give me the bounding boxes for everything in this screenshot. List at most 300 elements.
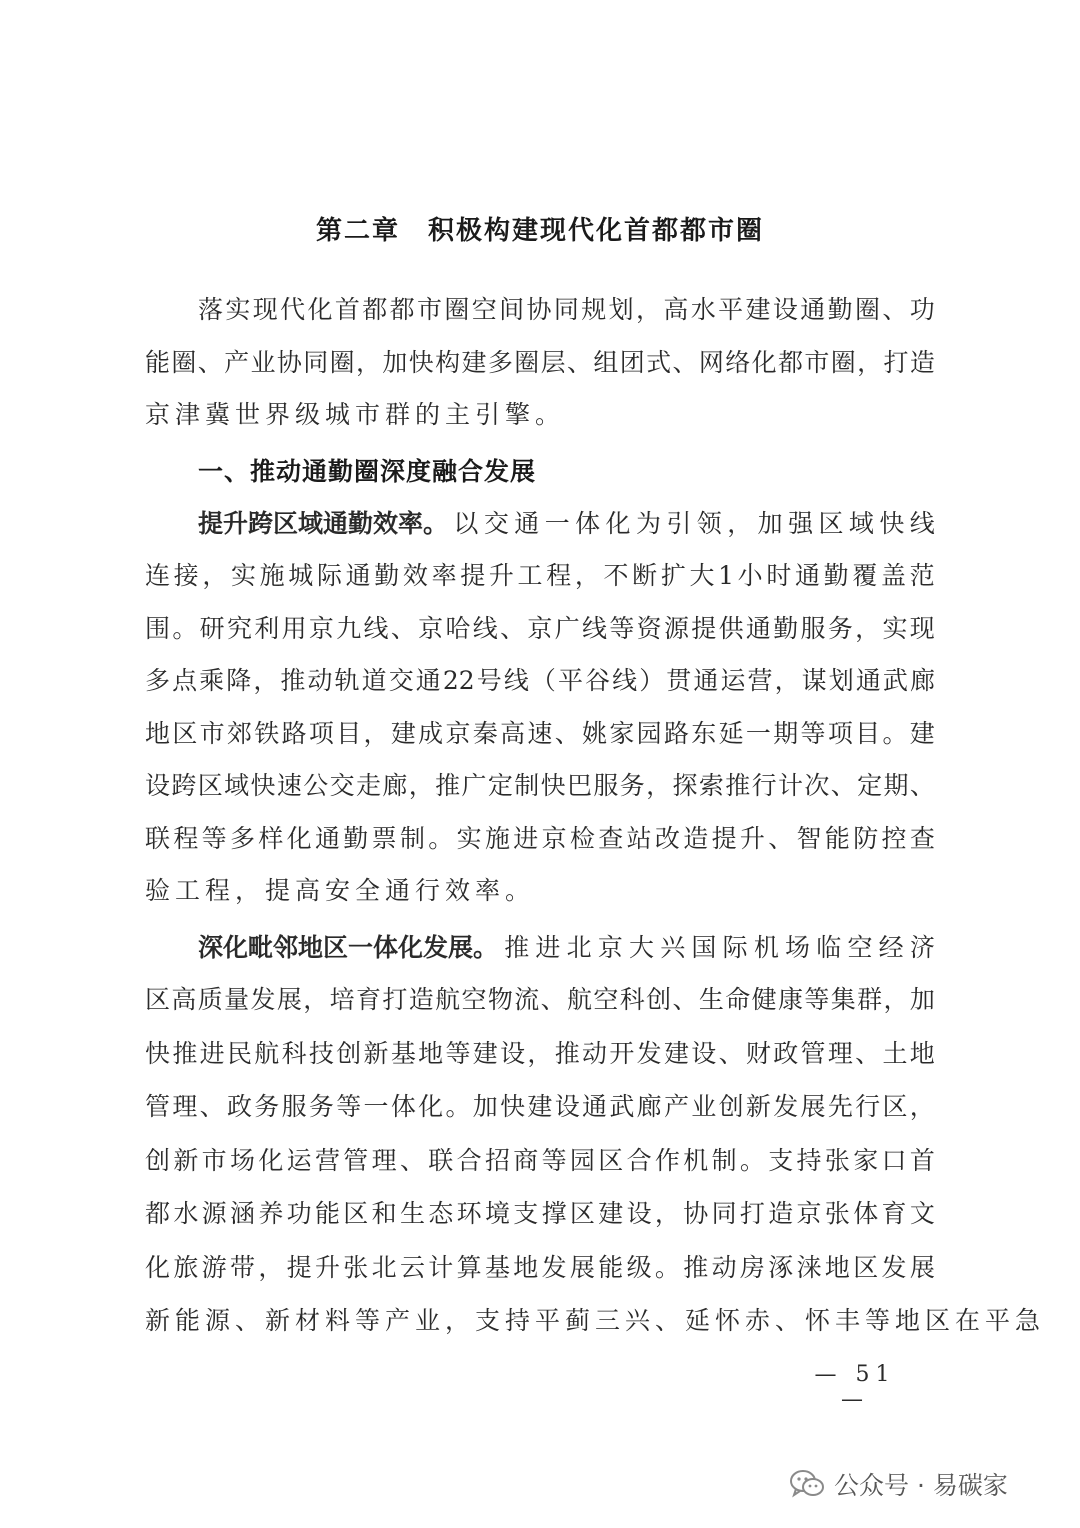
text-glyph: 制: [514, 771, 540, 800]
text-glyph: 等: [800, 718, 826, 748]
text-glyph: 东: [691, 718, 717, 748]
text-glyph: 市: [417, 295, 443, 324]
text-glyph: 区: [569, 1199, 595, 1228]
text-glyph: 率: [431, 561, 457, 590]
text-glyph: 基: [484, 1252, 510, 1282]
text-glyph: 命: [725, 985, 751, 1014]
text-glyph: 水: [173, 1199, 199, 1228]
text-glyph: 提: [711, 823, 737, 853]
text-glyph: 制: [711, 1145, 737, 1175]
text-glyph: 体: [390, 1092, 416, 1121]
text-glyph: 同: [303, 347, 329, 377]
text-glyph: 都: [778, 347, 804, 377]
text-glyph: 建: [663, 1038, 689, 1068]
text-glyph: 打: [382, 985, 408, 1014]
text-glyph: 理: [827, 1038, 853, 1068]
text-glyph: 环: [456, 1199, 482, 1228]
text-glyph: 带: [229, 1252, 255, 1282]
text-glyph: 涿: [768, 1252, 794, 1282]
text-glyph: 快: [500, 1092, 526, 1121]
text-glyph: 济: [909, 933, 935, 962]
text-glyph: ，: [253, 666, 279, 695]
text-glyph: 城: [288, 561, 314, 590]
text-glyph: 区: [598, 1145, 624, 1175]
text-glyph: 化: [145, 1252, 171, 1282]
text-glyph: 空: [847, 933, 873, 962]
text-glyph: 创: [145, 1145, 171, 1175]
text-glyph: 平: [557, 666, 583, 695]
text-glyph: 行: [751, 771, 777, 800]
text-glyph: 发: [541, 1252, 567, 1282]
text-glyph: 通: [800, 295, 826, 324]
text-glyph: 产: [663, 1092, 689, 1121]
text-glyph: 高: [663, 295, 689, 324]
text-glyph: 展: [569, 1252, 595, 1282]
text-glyph: 规: [581, 295, 607, 324]
text-glyph: 能: [314, 1199, 340, 1228]
text-glyph: 地: [824, 1252, 850, 1282]
text-glyph: 质: [197, 985, 223, 1014]
text-glyph: 、: [855, 1038, 881, 1068]
paragraph-line: [145, 1087, 935, 1127]
text-glyph: ，: [654, 1199, 680, 1228]
text-glyph: 涞: [796, 1252, 822, 1282]
paragraph-line: [145, 766, 935, 806]
text-glyph: 勤: [773, 613, 799, 643]
text-glyph: 游: [201, 1252, 227, 1282]
text-glyph: 程: [173, 823, 199, 853]
text-glyph: 造: [683, 823, 709, 853]
text-glyph: 式: [646, 347, 672, 377]
text-glyph: 设: [500, 1038, 526, 1068]
text-glyph: 务: [308, 1092, 334, 1121]
text-glyph: 健: [751, 985, 777, 1014]
text-glyph: 间: [499, 295, 525, 324]
text-glyph: 站: [626, 823, 652, 853]
text-glyph: 覆: [852, 561, 878, 590]
text-glyph: 育: [881, 1199, 907, 1228]
text-glyph: 化: [418, 1092, 444, 1121]
text-glyph: 22: [442, 666, 475, 695]
text-glyph: 研: [199, 613, 225, 643]
text-glyph: 划: [608, 295, 634, 324]
text-glyph: 展: [276, 985, 302, 1014]
text-glyph: 推: [554, 1038, 580, 1068]
text-glyph: 理: [371, 1145, 397, 1175]
text-glyph: ，: [202, 561, 228, 590]
text-glyph: 推: [725, 771, 751, 800]
text-glyph: 。: [739, 1145, 765, 1175]
text-glyph: 走: [356, 771, 382, 800]
text-glyph: 速: [276, 771, 302, 800]
text-glyph: 康: [778, 985, 804, 1014]
text-glyph: 、: [882, 295, 908, 324]
paragraph-line: [145, 980, 935, 1020]
text-glyph: 联: [428, 1145, 454, 1175]
text-glyph: 都: [389, 295, 415, 324]
text-glyph: 源: [663, 613, 689, 643]
paragraph-line: 京津冀世界级城市群的主引擎。: [145, 400, 566, 429]
text-glyph: 升: [314, 1252, 340, 1282]
text-glyph: 造: [909, 347, 935, 377]
text-glyph: 。: [654, 1252, 680, 1282]
paragraph-lead: 深化毗邻地区一体化发展。: [198, 933, 499, 962]
text-glyph: ，: [774, 666, 800, 695]
text-glyph: 机: [753, 933, 779, 962]
text-glyph: 区: [172, 718, 198, 748]
text-glyph: 升: [488, 561, 514, 590]
text-glyph: 高: [500, 718, 526, 748]
text-glyph: 际: [722, 933, 748, 962]
text-glyph: 通: [855, 666, 881, 695]
text-glyph: 临: [816, 933, 842, 962]
text-glyph: 建: [390, 718, 416, 748]
text-glyph: 多: [487, 347, 513, 377]
text-glyph: 推: [435, 771, 461, 800]
text-glyph: 持: [796, 1145, 822, 1175]
text-glyph: 路: [663, 718, 689, 748]
text-glyph: 体: [575, 509, 601, 538]
text-glyph: 区: [343, 1199, 369, 1228]
text-glyph: 动: [307, 666, 333, 695]
text-glyph: 涵: [229, 1199, 255, 1228]
text-glyph: 扩: [660, 561, 686, 590]
text-glyph: ，: [356, 347, 382, 377]
text-glyph: 科: [281, 1038, 307, 1068]
text-glyph: 水: [690, 295, 716, 324]
text-glyph: 点: [172, 666, 198, 695]
text-glyph: 设: [145, 771, 171, 800]
text-glyph: 延: [718, 718, 744, 748]
text-glyph: 多: [145, 666, 171, 695]
text-glyph: 大: [689, 561, 715, 590]
text-glyph: 构: [435, 347, 461, 377]
text-glyph: 市: [201, 1145, 227, 1175]
text-glyph: 项: [827, 718, 853, 748]
text-glyph: ，: [363, 718, 389, 748]
text-glyph: 科: [619, 985, 645, 1014]
paragraph-line: [145, 1194, 935, 1234]
paragraph-line: [145, 1034, 935, 1074]
text-glyph: 撑: [541, 1199, 567, 1228]
text-glyph: 建: [745, 295, 771, 324]
text-glyph: 时: [766, 561, 792, 590]
text-glyph: 务: [827, 613, 853, 643]
text-glyph: 降: [226, 666, 252, 695]
text-glyph: 期: [883, 771, 909, 800]
text-glyph: 园: [569, 1145, 595, 1175]
text-glyph: 创: [718, 1092, 744, 1121]
text-glyph: 现: [909, 613, 935, 643]
text-glyph: 开: [609, 1038, 635, 1068]
text-glyph: 商: [513, 1145, 539, 1175]
text-glyph: 市: [804, 347, 830, 377]
text-glyph: 源: [201, 1199, 227, 1228]
text-glyph: 营: [314, 1145, 340, 1175]
text-glyph: 加: [382, 347, 408, 377]
text-glyph: 体: [853, 1199, 879, 1228]
text-glyph: 打: [739, 1199, 765, 1228]
text-glyph: 服: [800, 613, 826, 643]
text-glyph: ，: [258, 1252, 284, 1282]
text-glyph: 谷: [585, 666, 611, 695]
text-glyph: 。: [172, 613, 198, 643]
text-glyph: 推: [280, 666, 306, 695]
text-glyph: 廊: [909, 666, 935, 695]
text-glyph: 次: [804, 771, 830, 800]
text-glyph: 道: [361, 666, 387, 695]
text-glyph: 口: [881, 1145, 907, 1175]
text-glyph: 作: [654, 1145, 680, 1175]
text-glyph: 都: [145, 1199, 171, 1228]
text-glyph: ，: [636, 295, 662, 324]
text-glyph: 场: [785, 933, 811, 962]
text-glyph: 号: [476, 666, 502, 695]
text-glyph: 落: [198, 295, 224, 324]
text-glyph: 国: [691, 933, 717, 962]
text-glyph: 通: [693, 666, 719, 695]
text-glyph: 建: [598, 1199, 624, 1228]
text-glyph: 区: [197, 771, 223, 800]
text-glyph: 能: [145, 347, 171, 377]
text-glyph: 引: [666, 509, 692, 538]
text-glyph: 目: [336, 718, 362, 748]
text-glyph: 算: [456, 1252, 482, 1282]
text-glyph: 业: [250, 347, 276, 377]
text-glyph: 管: [800, 1038, 826, 1068]
text-glyph: 计: [428, 1252, 454, 1282]
text-glyph: 线: [909, 509, 935, 538]
text-glyph: 查: [598, 823, 624, 853]
text-glyph: 生: [399, 1199, 425, 1228]
text-glyph: 勤: [374, 561, 400, 590]
text-glyph: 多: [229, 823, 255, 853]
text-glyph: 铁: [254, 718, 280, 748]
text-glyph: 一: [544, 509, 570, 538]
text-glyph: 利: [254, 613, 280, 643]
text-glyph: 地: [909, 1038, 935, 1068]
text-glyph: 政: [226, 1092, 252, 1121]
text-glyph: 勤: [827, 295, 853, 324]
text-glyph: 加: [472, 1092, 498, 1121]
text-glyph: 服: [281, 1092, 307, 1121]
text-glyph: 协: [526, 295, 552, 324]
text-glyph: 设: [691, 1038, 717, 1068]
text-glyph: 同: [711, 1199, 737, 1228]
text-glyph: 业: [691, 1092, 717, 1121]
text-glyph: 划: [828, 666, 854, 695]
text-glyph: 资: [636, 613, 662, 643]
text-glyph: 络: [725, 347, 751, 377]
text-glyph: 推: [504, 933, 530, 962]
text-glyph: 姚: [582, 718, 608, 748]
page-number: — 51 —: [814, 1362, 896, 1412]
text-glyph: 同: [553, 295, 579, 324]
text-glyph: 路: [281, 718, 307, 748]
text-glyph: 际: [316, 561, 342, 590]
text-glyph: 设: [626, 1199, 652, 1228]
text-glyph: 理: [172, 1092, 198, 1121]
text-glyph: 地: [513, 1252, 539, 1282]
text-glyph: 等: [445, 1038, 471, 1068]
text-glyph: 旅: [173, 1252, 199, 1282]
paragraph-line: [145, 609, 935, 649]
text-glyph: 圈: [855, 295, 881, 324]
text-glyph: 展: [909, 1252, 935, 1282]
text-glyph: 领: [696, 509, 722, 538]
text-glyph: 施: [484, 823, 510, 853]
text-glyph: 京: [597, 933, 623, 962]
text-glyph: 样: [258, 823, 284, 853]
text-glyph: 圈: [514, 347, 540, 377]
text-glyph: 群: [857, 985, 883, 1014]
text-glyph: 通: [345, 561, 371, 590]
text-glyph: 域: [224, 771, 250, 800]
paragraph-lead: 提升跨区域通勤效率。: [198, 509, 449, 538]
text-glyph: ，: [727, 509, 753, 538]
text-glyph: 郊: [226, 718, 252, 748]
text-glyph: 建: [472, 1038, 498, 1068]
text-glyph: 范: [909, 561, 935, 590]
text-glyph: 集: [830, 985, 856, 1014]
text-glyph: 制: [399, 823, 425, 853]
text-glyph: 造: [768, 1199, 794, 1228]
text-glyph: 空: [593, 985, 619, 1014]
text-glyph: 技: [308, 1038, 334, 1068]
text-glyph: 区: [145, 985, 171, 1014]
paragraph-line: [198, 928, 935, 968]
text-glyph: 合: [456, 1145, 482, 1175]
text-glyph: 发: [636, 1038, 662, 1068]
text-glyph: 管: [343, 1145, 369, 1175]
paragraph-line: [145, 819, 935, 859]
text-glyph: 建: [909, 718, 935, 748]
text-glyph: 武: [882, 666, 908, 695]
text-glyph: 推: [172, 1038, 198, 1068]
text-glyph: ，: [408, 771, 434, 800]
text-glyph: 查: [909, 823, 935, 853]
text-glyph: 连: [145, 561, 171, 590]
paragraph-line: [145, 661, 935, 701]
text-glyph: 创: [336, 1038, 362, 1068]
text-glyph: 、: [768, 823, 794, 853]
text-glyph: 张: [824, 1145, 850, 1175]
text-glyph: 用: [281, 613, 307, 643]
text-glyph: 北: [566, 933, 592, 962]
text-glyph: 轨: [334, 666, 360, 695]
text-glyph: 地: [418, 1038, 444, 1068]
text-glyph: 营: [747, 666, 773, 695]
text-glyph: 支: [513, 1199, 539, 1228]
text-glyph: ，: [303, 985, 329, 1014]
text-glyph: 交: [329, 771, 355, 800]
text-glyph: 广: [554, 613, 580, 643]
text-glyph: 谋: [801, 666, 827, 695]
text-glyph: 平: [718, 295, 744, 324]
text-glyph: 建: [527, 1092, 553, 1121]
text-glyph: 政: [773, 1038, 799, 1068]
text-glyph: 究: [226, 613, 252, 643]
text-glyph: 层: [540, 347, 566, 377]
text-glyph: 乘: [199, 666, 225, 695]
text-glyph: 圈: [830, 347, 856, 377]
paragraph-line: [145, 714, 935, 754]
text-glyph: 实: [882, 613, 908, 643]
text-glyph: 京: [527, 613, 553, 643]
paragraph-line: [145, 556, 935, 596]
text-glyph: 京: [541, 823, 567, 853]
text-glyph: 廊: [382, 771, 408, 800]
text-glyph: 化: [286, 823, 312, 853]
text-glyph: 设: [554, 1092, 580, 1121]
text-glyph: 廊: [636, 1092, 662, 1121]
text-glyph: 圈: [444, 295, 470, 324]
text-glyph: 化: [258, 1145, 284, 1175]
text-glyph: 贯: [666, 666, 692, 695]
text-glyph: 。: [428, 823, 454, 853]
text-glyph: 索: [698, 771, 724, 800]
text-glyph: 改: [654, 823, 680, 853]
text-glyph: 首: [334, 295, 360, 324]
text-glyph: 航: [254, 1038, 280, 1068]
text-glyph: 新: [745, 1092, 771, 1121]
text-glyph: 先: [827, 1092, 853, 1121]
text-glyph: 推: [683, 1252, 709, 1282]
text-glyph: 域: [848, 509, 874, 538]
text-glyph: 代: [280, 295, 306, 324]
text-glyph: 一: [363, 1092, 389, 1121]
text-glyph: 通: [582, 1092, 608, 1121]
text-glyph: 区: [853, 1252, 879, 1282]
text-glyph: 量: [224, 985, 250, 1014]
text-glyph: 联: [145, 823, 171, 853]
paragraph-line: 验工程，提高安全通行效率。: [145, 876, 536, 905]
text-glyph: 家: [853, 1145, 879, 1175]
text-glyph: 升: [739, 823, 765, 853]
text-glyph: 境: [484, 1199, 510, 1228]
text-glyph: 供: [718, 613, 744, 643]
text-glyph: 项: [308, 718, 334, 748]
text-glyph: 现: [252, 295, 278, 324]
text-glyph: 造: [408, 985, 434, 1014]
text-glyph: 快: [408, 347, 434, 377]
text-glyph: 、: [672, 985, 698, 1014]
text-glyph: 京: [796, 1199, 822, 1228]
text-glyph: 目: [855, 718, 881, 748]
text-glyph: 育: [356, 985, 382, 1014]
text-glyph: 功: [286, 1199, 312, 1228]
text-glyph: 快: [879, 509, 905, 538]
text-glyph: 效: [402, 561, 428, 590]
text-glyph: 票: [371, 823, 397, 853]
text-glyph: 围: [145, 613, 171, 643]
text-glyph: 区: [882, 1092, 908, 1121]
text-glyph: 工: [517, 561, 543, 590]
text-glyph: 、: [390, 613, 416, 643]
text-glyph: 一: [745, 718, 771, 748]
text-glyph: 民: [226, 1038, 252, 1068]
text-glyph: 管: [145, 1092, 171, 1121]
text-glyph: 线: [472, 613, 498, 643]
text-glyph: 线: [582, 613, 608, 643]
text-glyph: 设: [772, 295, 798, 324]
text-glyph: 、: [399, 1145, 425, 1175]
text-glyph: 等: [201, 823, 227, 853]
text-glyph: 态: [428, 1199, 454, 1228]
paragraph-line: [145, 343, 935, 383]
text-glyph: ，: [883, 985, 909, 1014]
text-glyph: 财: [745, 1038, 771, 1068]
